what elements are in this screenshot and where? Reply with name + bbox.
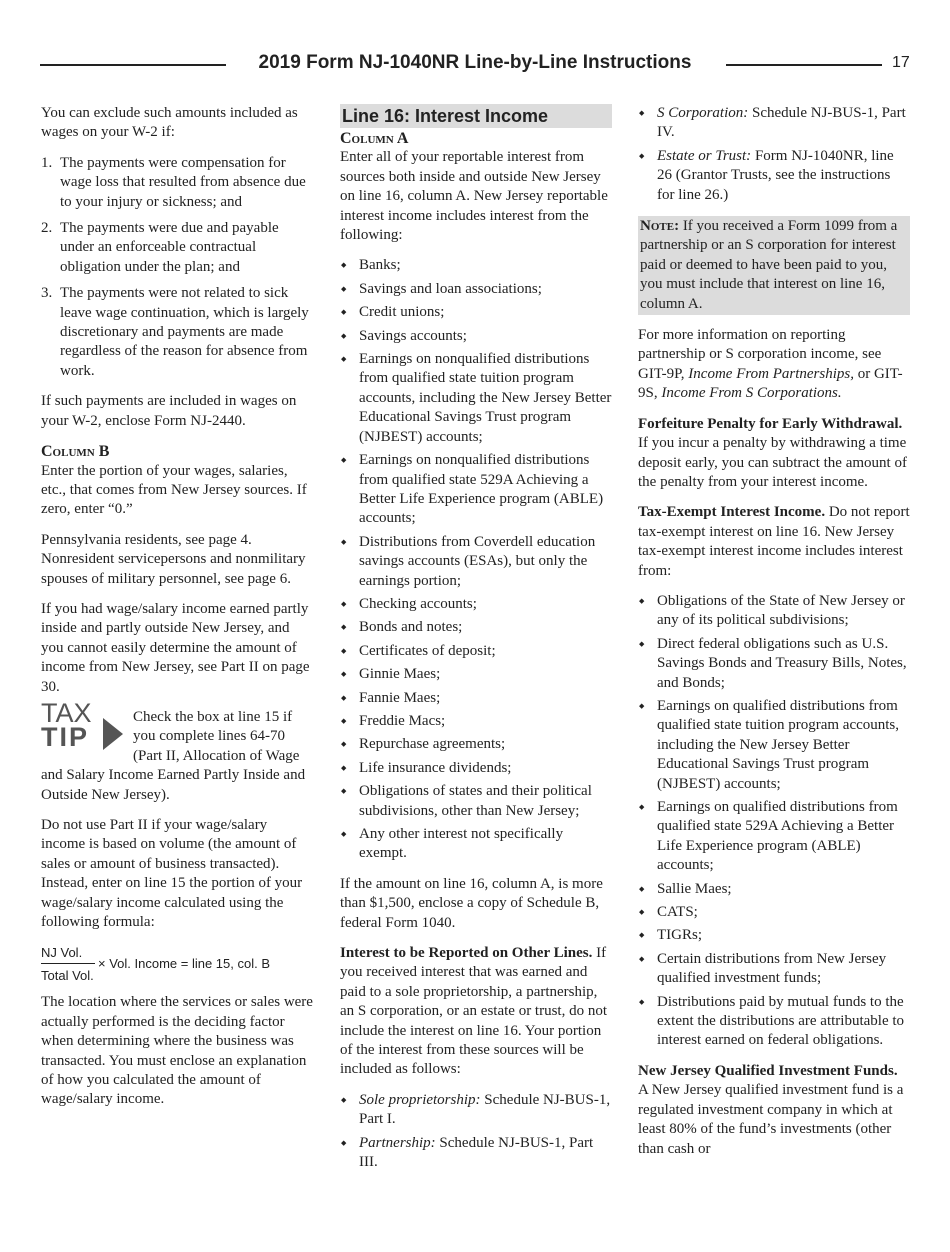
list-item: ◆ Sole proprietorship: Schedule NJ-BUS-1, Part I. [340,1091,612,1130]
header-rule-left [40,64,226,66]
more-info-paragraph: For more information on reporting partnership or S corporation income, see GIT-9P, Income From Partnerships, or GIT-9S, Income From S Corporations. [638,327,903,402]
list-item: ◆ Sallie Maes; [638,880,910,899]
other-lines-heading: Interest to be Reported on Other Lines. [340,945,593,962]
formula-rest: × Vol. Income = line 15, col. B [98,956,270,972]
list-item: ◆ Repurchase agreements; [340,735,612,754]
list-item: ◆ Credit unions; [340,303,612,322]
list-item: ◆ CATS; [638,903,910,922]
tax-tip-arrow-icon [103,718,123,750]
column-a-heading: Column A [340,130,409,147]
qualified-funds-paragraph: New Jersey Qualified Investment Funds. A New Jersey qualified investment fund is a regulated investment company in which at least 80% of the fund’s investments (other than cash or [638,1062,904,1157]
tax-exempt-paragraph: Tax-Exempt Interest Income. Do not report tax-exempt interest on line 16. New Jersey tax-exempt interest income includes interest from: [638,504,910,579]
list-item: ◆ Earnings on qualified distributions from qualified state tuition program accounts, including the New Jersey Better Educational Savings Trust program (NJBEST) accounts; [638,697,910,794]
schedule-b-paragraph: If the amount on line 16, column A, is more than $1,500, enclose a copy of Schedule B, federal Form 1040. [340,875,603,931]
list-item: ◆ Obligations of states and their political subdivisions, other than New Jersey; [340,782,612,821]
list-item: ◆ Savings and loan associations; [340,280,612,299]
list-item: ◆ Ginnie Maes; [340,665,612,684]
column-b-text: Enter the portion of your wages, salaries, etc., that comes from New Jersey sources. If zero, enter “0.” [41,462,307,518]
entity-list [340,1091,612,1173]
list-item: ◆ Earnings on qualified distributions from qualified state 529A Achieving a Better Life Experience program (ABLE) accounts; [638,798,910,876]
exempt-sources-list [638,592,910,1051]
section-title-line-16: Line 16: Interest Income [340,104,612,128]
condition-item: 3. The payments were not related to sick leave wage continuation, which is largely discretionary and payments are made regardless of the reason for absence from work. [41,285,309,379]
pennsylvania-paragraph: Pennsylvania residents, see page 4. Nonresident servicepersons and nonmilitary spouses of military personnel, see page 6. [41,531,306,587]
forfeiture-heading: Forfeiture Penalty for Early Withdrawal. [638,415,903,432]
entity-list-continued [638,104,910,205]
tax-tip-text: Check the box at line 15 if you complete lines 64-70 (Part II, Allocation of Wage and Salary Income Earned Partly Inside and Outside New Jersey). [41,708,306,803]
formula-numerator: NJ Vol. [41,945,83,961]
enclose-paragraph: If such payments are included in wages on your W-2, enclose Form NJ-2440. [41,393,297,429]
page-header [40,52,910,78]
column-b-heading: Column B [41,443,110,461]
list-item: ◆ Freddie Macs; [340,712,612,731]
list-item: ◆ Any other interest not specifically exempt. [340,825,612,864]
condition-item: 1. The payments were compensation for wage loss that resulted from absence due to your injury or sickness; and [41,154,306,210]
tax-tip-icon: TAX TIP [41,708,129,756]
list-item: ◆ Obligations of the State of New Jersey or any of its political subdivisions; [638,592,910,631]
page-number: 17 [892,54,910,71]
volume-formula [41,943,313,985]
page-title: 2019 Form NJ-1040NR Line-by-Line Instructions [258,52,692,73]
formula-fraction-bar [41,963,95,964]
column-middle [340,104,612,1184]
exclusion-conditions [41,154,313,381]
header-rule-right [726,64,882,66]
qualified-funds-heading: New Jersey Qualified Investment Funds. [638,1062,898,1079]
list-item: ◆ Direct federal obligations such as U.S. Savings Bonds and Treasury Bills, Notes, and Bonds; [638,635,910,693]
list-item: ◆ Certificates of deposit; [340,642,612,661]
list-item: ◆ S Corporation: Schedule NJ-BUS-1, Part IV. [638,104,910,143]
list-item: ◆ Earnings on nonqualified distributions from qualified state 529A Achieving a Better Life Experience program (ABLE) accounts; [340,451,612,529]
list-item: ◆ Partnership: Schedule NJ-BUS-1, Part III. [340,1134,612,1173]
location-paragraph: The location where the services or sales were actually performed is the deciding factor when determining where the business was transacted. You must enclose an explanation of how you calculated the amount of wage/salary income. [41,994,313,1108]
exclusion-intro: You can exclude such amounts included as wages on your W-2 if: [41,105,298,141]
column-a-text: Enter all of your reportable interest from sources both inside and outside New Jersey on line 16, column A. New Jersey reportable interest income includes interest from the following: [340,149,608,244]
list-item: ◆ Certain distributions from New Jersey qualified investment funds; [638,950,910,989]
list-item: ◆ Earnings on nonqualified distributions from qualified state tuition program accounts, including the New Jersey Better Educational Savings Trust program (NJBEST) accounts; [340,350,612,447]
list-item: ◆ TIGRs; [638,926,910,945]
note-box: Note: If you received a Form 1099 from a partnership or an S corporation for interest paid or deemed to have been paid to you, you must include that interest on line 16, column A. [638,216,910,315]
volume-paragraph: Do not use Part II if your wage/salary income is based on volume (the amount of sales or amount of business transacted). Instead, enter on line 15 the portion of your wage/salary income calculated using the following formula: [41,817,303,931]
list-item: ◆ Distributions from Coverdell education savings accounts (ESAs), but only the earnings portion; [340,533,612,591]
formula-denominator: Total Vol. [41,968,94,984]
column-right [638,104,910,1170]
list-item: ◆ Distributions paid by mutual funds to the extent the distributions are attributable to interest earned on federal obligations. [638,993,910,1051]
other-lines-paragraph: Interest to be Reported on Other Lines. If you received interest that was earned and paid to a sole proprietorship, a partnership, an S corporation, or an estate or trust, do not include the interest on line 16. Your portion of the interest from these sources will be included as follows: [340,945,608,1078]
column-left [41,104,313,1121]
partly-paragraph: If you had wage/salary income earned partly inside and partly outside New Jersey, and you cannot easily determine the amount of income from New Jersey, see Part II on page 30. [41,600,310,695]
note-label: Note: [640,218,680,235]
condition-item: 2. The payments were due and payable under an enforceable contractual obligation under the plan; and [41,220,279,275]
list-item: ◆ Life insurance dividends; [340,759,612,778]
list-item: ◆ Fannie Maes; [340,689,612,708]
list-item: ◆ Estate or Trust: Form NJ-1040NR, line 26 (Grantor Trusts, see the instructions for line 26.) [638,147,910,205]
list-item: ◆ Bonds and notes; [340,618,612,637]
tax-tip [41,697,313,805]
tax-exempt-heading: Tax-Exempt Interest Income. [638,504,826,521]
list-item: ◆ Banks; [340,256,612,275]
forfeiture-paragraph: Forfeiture Penalty for Early Withdrawal. If you incur a penalty by withdrawing a time deposit early, you can subtract the amount of the penalty from your interest income. [638,415,907,490]
list-item: ◆ Savings accounts; [340,327,612,346]
list-item: ◆ Checking accounts; [340,595,612,614]
interest-sources-list [340,256,612,863]
